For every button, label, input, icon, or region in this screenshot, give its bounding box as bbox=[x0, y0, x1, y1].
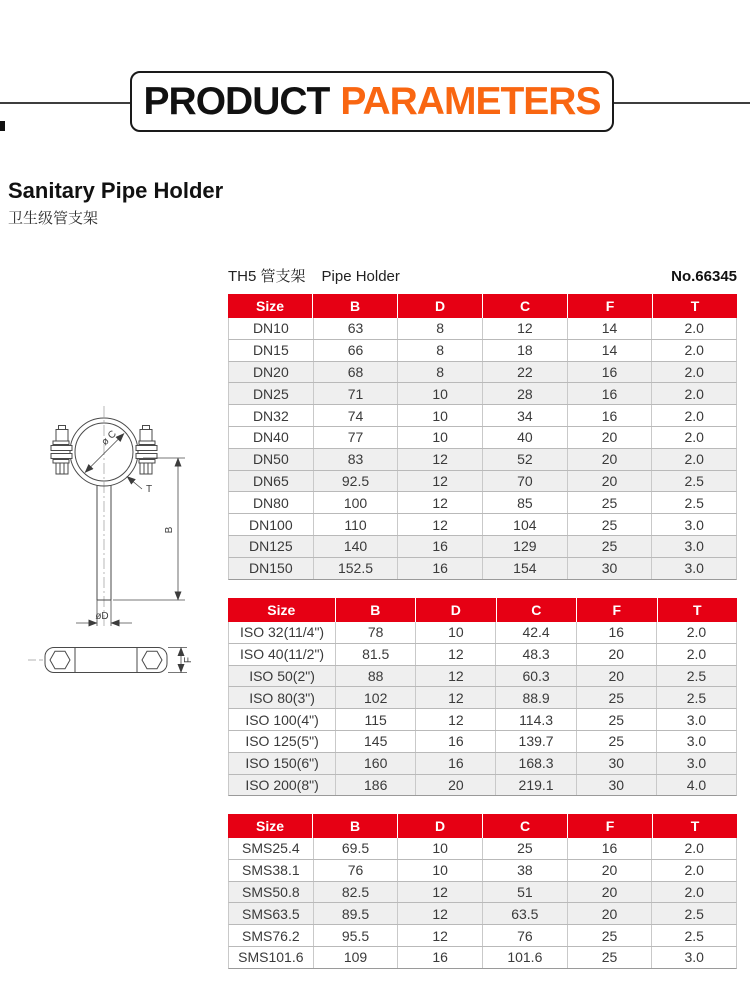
table-cell: 2.0 bbox=[651, 860, 736, 881]
table-cell: SMS50.8 bbox=[242, 883, 300, 900]
table-cell: 10 bbox=[397, 383, 482, 404]
table-cell: 25 bbox=[567, 947, 652, 968]
table-cell: 69.5 bbox=[313, 838, 398, 859]
table-cell: 2.5 bbox=[651, 471, 736, 492]
table-row bbox=[228, 903, 737, 925]
table-cell: 8 bbox=[397, 318, 482, 339]
table-cell: SMS38.1 bbox=[242, 862, 300, 879]
top-view-bar bbox=[28, 648, 167, 673]
table-cell: 88.9 bbox=[495, 687, 575, 708]
table-cell: 12 bbox=[415, 666, 495, 687]
table-cell: 16 bbox=[415, 753, 495, 774]
table-cell: 60.3 bbox=[495, 666, 575, 687]
table-cell: 10 bbox=[415, 622, 495, 643]
table-cell: 2.0 bbox=[651, 340, 736, 361]
table-cell: 12 bbox=[415, 687, 495, 708]
column-header: T bbox=[652, 294, 737, 318]
table-cell: ISO 80(3") bbox=[249, 689, 315, 706]
table-cell: 3.0 bbox=[651, 536, 736, 557]
table-cell: 77 bbox=[313, 427, 398, 448]
table-header-row bbox=[228, 598, 737, 622]
table-cell: 219.1 bbox=[495, 775, 575, 796]
table-cell: 82.5 bbox=[313, 882, 398, 903]
table-cell: 129 bbox=[482, 536, 567, 557]
table-row bbox=[228, 383, 737, 405]
table-cell: 89.5 bbox=[313, 903, 398, 924]
sheet-caption bbox=[228, 265, 737, 286]
table-cell: DN80 bbox=[252, 494, 289, 511]
table-cell: 63.5 bbox=[482, 903, 567, 924]
table-cell: 2.0 bbox=[651, 882, 736, 903]
table-cell: 2.5 bbox=[651, 925, 736, 946]
table-cell: ISO 125(5") bbox=[245, 733, 319, 750]
table-cell: 3.0 bbox=[656, 709, 736, 730]
table-cell: 25 bbox=[482, 838, 567, 859]
table-cell: 25 bbox=[567, 514, 652, 535]
banner-rule-right bbox=[612, 102, 750, 104]
table-cell: SMS63.5 bbox=[242, 905, 300, 922]
table-cell: DN150 bbox=[249, 560, 293, 577]
table-cell: 71 bbox=[313, 383, 398, 404]
table-row bbox=[228, 536, 737, 558]
dimension-f bbox=[168, 648, 194, 673]
table-cell: 12 bbox=[415, 644, 495, 665]
dimension-t bbox=[127, 477, 152, 496]
table-row bbox=[228, 882, 737, 904]
table-cell: DN10 bbox=[252, 320, 289, 337]
dimension-d-label: øD bbox=[95, 611, 109, 622]
table-cell: ISO 50(2") bbox=[249, 667, 315, 684]
table-row bbox=[228, 709, 737, 731]
table-cell: 66 bbox=[313, 340, 398, 361]
table-cell: 30 bbox=[576, 753, 656, 774]
sms-size-table bbox=[228, 814, 737, 969]
table-cell: 2.0 bbox=[651, 427, 736, 448]
table-cell: 12 bbox=[397, 882, 482, 903]
table-cell: 140 bbox=[313, 536, 398, 557]
table-cell: 14 bbox=[567, 340, 652, 361]
dn-size-table bbox=[228, 294, 737, 580]
dimension-b-label: B bbox=[164, 526, 175, 534]
column-header: B bbox=[335, 598, 416, 622]
table-cell: 100 bbox=[313, 492, 398, 513]
table-cell: 20 bbox=[576, 644, 656, 665]
table-row bbox=[228, 753, 737, 775]
table-cell: 2.0 bbox=[651, 405, 736, 426]
table-cell: 92.5 bbox=[313, 471, 398, 492]
table-cell: 160 bbox=[335, 753, 415, 774]
column-header: T bbox=[652, 814, 737, 838]
table-cell: 3.0 bbox=[651, 558, 736, 579]
dimension-c-label: ø C bbox=[99, 428, 119, 448]
table-cell: 38 bbox=[482, 860, 567, 881]
table-cell: 48.3 bbox=[495, 644, 575, 665]
column-header: D bbox=[397, 814, 482, 838]
column-header: F bbox=[567, 814, 652, 838]
table-cell: 76 bbox=[313, 860, 398, 881]
table-cell: 2.5 bbox=[651, 492, 736, 513]
model-label: TH5 管支架 bbox=[228, 268, 306, 285]
table-cell: 3.0 bbox=[651, 947, 736, 968]
table-cell: 16 bbox=[567, 383, 652, 404]
table-cell: 12 bbox=[397, 471, 482, 492]
table-cell: 30 bbox=[576, 775, 656, 796]
table-cell: 12 bbox=[397, 449, 482, 470]
table-cell: 145 bbox=[335, 731, 415, 752]
table-row bbox=[228, 318, 737, 340]
table-cell: 14 bbox=[567, 318, 652, 339]
table-cell: 104 bbox=[482, 514, 567, 535]
table-row bbox=[228, 471, 737, 493]
table-cell: DN125 bbox=[249, 538, 293, 555]
table-cell: 12 bbox=[397, 903, 482, 924]
table-cell: ISO 200(8") bbox=[245, 776, 319, 793]
table-cell: 25 bbox=[567, 492, 652, 513]
dimension-f-label: F bbox=[183, 656, 194, 664]
table-cell: 2.5 bbox=[656, 687, 736, 708]
table-cell: 10 bbox=[397, 427, 482, 448]
table-cell: DN40 bbox=[252, 429, 289, 446]
table-cell: 25 bbox=[576, 731, 656, 752]
table-cell: 20 bbox=[567, 449, 652, 470]
table-cell: 2.0 bbox=[651, 383, 736, 404]
table-cell: 16 bbox=[397, 536, 482, 557]
column-header: D bbox=[415, 598, 496, 622]
table-cell: 110 bbox=[313, 514, 398, 535]
table-row bbox=[228, 775, 737, 797]
table-cell: 76 bbox=[482, 925, 567, 946]
column-header: C bbox=[482, 814, 567, 838]
table-cell: 2.0 bbox=[651, 318, 736, 339]
table-cell: 102 bbox=[335, 687, 415, 708]
column-header: Size bbox=[267, 602, 296, 618]
table-cell: 2.0 bbox=[651, 449, 736, 470]
table-cell: 83 bbox=[313, 449, 398, 470]
table-row bbox=[228, 405, 737, 427]
table-cell: DN100 bbox=[249, 516, 293, 533]
table-cell: SMS76.2 bbox=[242, 927, 300, 944]
table-row bbox=[228, 340, 737, 362]
table-cell: 20 bbox=[576, 666, 656, 687]
table-cell: 16 bbox=[567, 362, 652, 383]
table-cell: 10 bbox=[397, 838, 482, 859]
table-cell: 20 bbox=[567, 471, 652, 492]
dimension-t-label: T bbox=[146, 484, 153, 495]
table-cell: 40 bbox=[482, 427, 567, 448]
product-parameters-banner bbox=[130, 71, 614, 132]
banner-word-parameters: PARAMETERS bbox=[340, 79, 601, 123]
table-cell: 10 bbox=[397, 405, 482, 426]
table-cell: 114.3 bbox=[495, 709, 575, 730]
table-cell: 70 bbox=[482, 471, 567, 492]
table-row bbox=[228, 687, 737, 709]
table-cell: 3.0 bbox=[656, 731, 736, 752]
table-cell: 20 bbox=[567, 427, 652, 448]
table-cell: 18 bbox=[482, 340, 567, 361]
column-header: C bbox=[496, 598, 577, 622]
dimension-c bbox=[85, 429, 124, 473]
table-cell: 28 bbox=[482, 383, 567, 404]
table-cell: ISO 100(4") bbox=[245, 711, 319, 728]
edge-notch bbox=[0, 121, 5, 131]
table-header-row bbox=[228, 814, 737, 838]
column-header: T bbox=[657, 598, 738, 622]
table-cell: 8 bbox=[397, 362, 482, 383]
table-cell: 8 bbox=[397, 340, 482, 361]
part-number: No.66345 bbox=[671, 268, 737, 285]
table-cell: SMS25.4 bbox=[242, 840, 300, 857]
table-cell: ISO 32(11/4") bbox=[240, 624, 325, 641]
table-header-row bbox=[228, 294, 737, 318]
table-cell: 16 bbox=[576, 622, 656, 643]
table-cell: 30 bbox=[567, 558, 652, 579]
table-cell: DN20 bbox=[252, 363, 289, 380]
column-header: Size bbox=[255, 818, 284, 834]
table-cell: DN32 bbox=[252, 407, 289, 424]
table-cell: 101.6 bbox=[482, 947, 567, 968]
table-cell: 12 bbox=[415, 709, 495, 730]
column-header: C bbox=[482, 294, 567, 318]
table-cell: ISO 40(11/2") bbox=[240, 646, 325, 663]
column-header: D bbox=[397, 294, 482, 318]
table-row bbox=[228, 362, 737, 384]
table-cell: 25 bbox=[567, 925, 652, 946]
table-cell: 152.5 bbox=[313, 558, 398, 579]
table-cell: 74 bbox=[313, 405, 398, 426]
table-row bbox=[228, 644, 737, 666]
table-cell: DN25 bbox=[252, 385, 289, 402]
table-cell: 78 bbox=[335, 622, 415, 643]
table-cell: 20 bbox=[567, 882, 652, 903]
model-name-en: Pipe Holder bbox=[321, 268, 400, 285]
column-header: Size bbox=[255, 298, 284, 314]
table-cell: 3.0 bbox=[651, 514, 736, 535]
table-cell: DN15 bbox=[252, 342, 289, 359]
table-cell: 3.0 bbox=[656, 753, 736, 774]
table-row bbox=[228, 558, 737, 580]
table-cell: 12 bbox=[397, 492, 482, 513]
table-cell: 2.5 bbox=[651, 903, 736, 924]
table-cell: DN65 bbox=[252, 472, 289, 489]
table-cell: 12 bbox=[397, 514, 482, 535]
table-cell: 16 bbox=[567, 838, 652, 859]
table-cell: 85 bbox=[482, 492, 567, 513]
column-header: F bbox=[567, 294, 652, 318]
banner-word-product: PRODUCT bbox=[143, 79, 330, 123]
table-cell: 154 bbox=[482, 558, 567, 579]
table-row bbox=[228, 492, 737, 514]
banner-rule-left bbox=[0, 102, 132, 104]
table-row bbox=[228, 514, 737, 536]
table-cell: SMS101.6 bbox=[238, 949, 304, 966]
table-cell: 2.0 bbox=[656, 622, 736, 643]
table-cell: 139.7 bbox=[495, 731, 575, 752]
table-cell: DN50 bbox=[252, 451, 289, 468]
table-row bbox=[228, 731, 737, 753]
table-cell: 16 bbox=[567, 405, 652, 426]
table-row bbox=[228, 947, 737, 969]
table-row bbox=[228, 427, 737, 449]
table-cell: 10 bbox=[397, 860, 482, 881]
table-cell: 16 bbox=[397, 947, 482, 968]
table-row bbox=[228, 860, 737, 882]
table-row bbox=[228, 925, 737, 947]
table-cell: 186 bbox=[335, 775, 415, 796]
table-cell: 168.3 bbox=[495, 753, 575, 774]
column-header: F bbox=[576, 598, 657, 622]
column-header: B bbox=[312, 814, 397, 838]
table-cell: 4.0 bbox=[656, 775, 736, 796]
table-cell: 68 bbox=[313, 362, 398, 383]
product-title-en: Sanitary Pipe Holder bbox=[8, 178, 224, 203]
table-cell: 95.5 bbox=[313, 925, 398, 946]
table-cell: 16 bbox=[397, 558, 482, 579]
table-cell: 81.5 bbox=[335, 644, 415, 665]
product-title-zh: 卫生级管支架 bbox=[8, 210, 99, 227]
table-cell: 20 bbox=[567, 860, 652, 881]
iso-size-table bbox=[228, 598, 737, 796]
table-cell: 42.4 bbox=[495, 622, 575, 643]
table-cell: 25 bbox=[576, 687, 656, 708]
table-cell: 109 bbox=[313, 947, 398, 968]
table-row bbox=[228, 666, 737, 688]
table-cell: 63 bbox=[313, 318, 398, 339]
table-cell: 34 bbox=[482, 405, 567, 426]
table-cell: 88 bbox=[335, 666, 415, 687]
table-cell: ISO 150(6") bbox=[245, 755, 319, 772]
table-cell: 52 bbox=[482, 449, 567, 470]
table-row bbox=[228, 449, 737, 471]
table-row bbox=[228, 838, 737, 860]
table-cell: 25 bbox=[576, 709, 656, 730]
table-cell: 20 bbox=[567, 903, 652, 924]
table-cell: 2.0 bbox=[651, 838, 736, 859]
table-row bbox=[228, 622, 737, 644]
table-cell: 12 bbox=[482, 318, 567, 339]
pipe-holder-technical-drawing bbox=[15, 400, 215, 700]
table-cell: 2.0 bbox=[656, 644, 736, 665]
table-cell: 22 bbox=[482, 362, 567, 383]
table-cell: 16 bbox=[415, 731, 495, 752]
table-cell: 2.0 bbox=[651, 362, 736, 383]
table-cell: 2.5 bbox=[656, 666, 736, 687]
table-cell: 115 bbox=[335, 709, 415, 730]
table-cell: 25 bbox=[567, 536, 652, 557]
table-cell: 12 bbox=[397, 925, 482, 946]
table-cell: 20 bbox=[415, 775, 495, 796]
table-cell: 51 bbox=[482, 882, 567, 903]
column-header: B bbox=[312, 294, 397, 318]
